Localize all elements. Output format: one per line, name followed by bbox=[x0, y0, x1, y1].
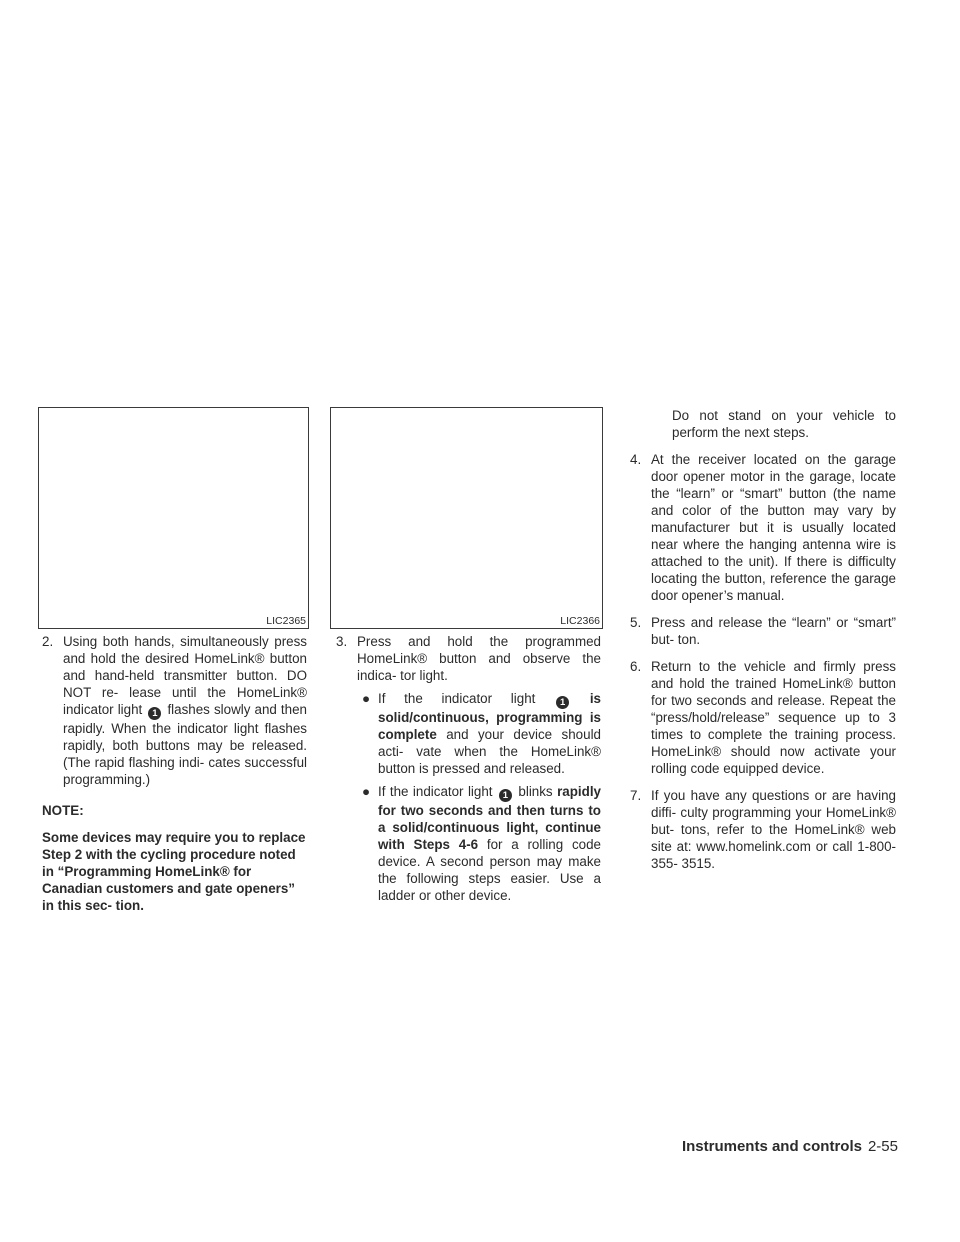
bullet-text: If the indicator light bbox=[378, 691, 536, 706]
step-3 bbox=[336, 633, 601, 684]
bullet-item bbox=[357, 690, 601, 777]
figure-lic2365 bbox=[38, 407, 309, 629]
bullet-icon: ● bbox=[362, 784, 371, 799]
step-text: If you have any questions or are having diffi- culty programming your HomeLink® but- tons, refer to the HomeLink® web site at: www.homelink.com or call 1-800-355- 3515. bbox=[651, 788, 896, 871]
step-text: At the receiver located on the garage door opener motor in the garage, locate the “learn” or “smart” button (the name and color of the button may vary by manufacturer but it is usually located near where the hanging antenna wire is attached to the unit). If there is difficulty locating the button, reference the garage door opener’s manual. bbox=[651, 452, 896, 603]
bullet-text: for a rolling code device. A second person may make the following steps easier. Use a ladder or other device. bbox=[378, 837, 601, 903]
step-4 bbox=[630, 451, 896, 604]
step-text: flashes slowly and then rapidly. When the indicator light flashes rapidly, both buttons may be released. (The rapid flashing indi- cates successful programming.) bbox=[63, 702, 307, 787]
step-5 bbox=[630, 614, 896, 648]
note-body: Some devices may require you to replace Step 2 with the cycling procedure noted in “Programming HomeLink® for Canadian customers and gate openers” in this sec- tion. bbox=[42, 830, 306, 913]
step-6 bbox=[630, 658, 896, 777]
figure-lic2366 bbox=[330, 407, 603, 629]
step-2 bbox=[42, 633, 307, 788]
step-number: 5. bbox=[630, 615, 642, 630]
indicator-light-callout-icon: 1 bbox=[499, 789, 512, 802]
step-number: 7. bbox=[630, 788, 642, 803]
note-heading: NOTE: bbox=[42, 803, 84, 818]
bullet-bold-text: is solid/continuous, programming is complete bbox=[378, 691, 601, 742]
step-text: Press and hold the programmed HomeLink® button and observe the indica- tor light. bbox=[357, 634, 601, 683]
bullet-text: and your device should acti- vate when the HomeLink® button is pressed and released. bbox=[378, 727, 601, 776]
indicator-light-callout-icon: 1 bbox=[556, 696, 569, 709]
bullet-item bbox=[357, 783, 601, 904]
step-text: Return to the vehicle and firmly press and hold the trained HomeLink® button for two seconds and release. Repeat the “press/hold/release” sequence up to 3 times to complete the training process. HomeLink® should now activate your rolling code equipped device. bbox=[651, 659, 896, 776]
continued-text: Do not stand on your vehicle to perform the next steps. bbox=[672, 408, 896, 440]
step-number: 4. bbox=[630, 452, 642, 467]
bullet-text: blinks bbox=[518, 784, 553, 799]
section-title: Instruments and controls bbox=[681, 1138, 862, 1155]
step-text: Using both hands, simultaneously press and hold the desired HomeLink® button and hand-held transmitter button. DO NOT re- lease until the HomeLink® indicator light bbox=[63, 634, 307, 717]
column-2 bbox=[336, 633, 601, 910]
step-text: Press and release the “learn” or “smart” but- ton. bbox=[651, 615, 896, 647]
figure-label: LIC2366 bbox=[560, 615, 600, 627]
page-footer bbox=[682, 1138, 898, 1156]
bullet-text: If the indicator light bbox=[378, 784, 493, 799]
step-number: 6. bbox=[630, 659, 642, 674]
bullet-bold-text: rapidly for two seconds and then turns to a solid/continuous light, continue with Steps 4-6 bbox=[378, 784, 601, 852]
column-1 bbox=[42, 633, 307, 914]
page-number: 2-55 bbox=[867, 1138, 898, 1155]
bullet-icon: ● bbox=[362, 691, 371, 706]
step-number: 2. bbox=[42, 634, 54, 649]
column-3 bbox=[630, 407, 896, 882]
figure-label: LIC2365 bbox=[266, 615, 306, 627]
indicator-light-callout-icon: 1 bbox=[148, 707, 161, 720]
step-7 bbox=[630, 787, 896, 872]
step-number: 3. bbox=[336, 634, 348, 649]
